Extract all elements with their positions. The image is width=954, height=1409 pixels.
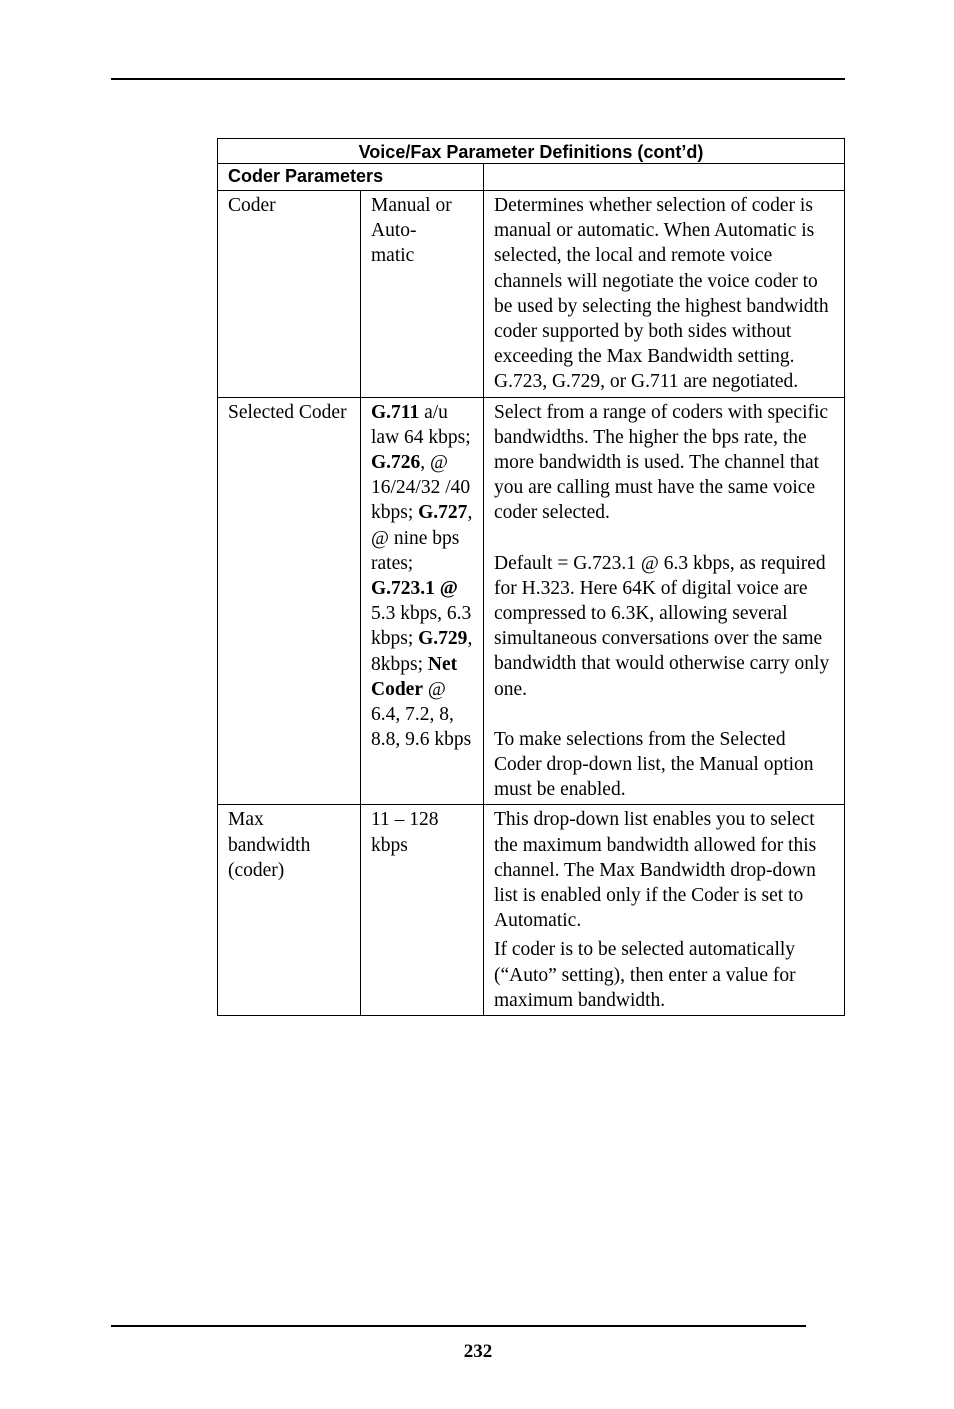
parameter-values — [361, 191, 484, 398]
parameter-description — [484, 397, 845, 805]
coder-name: G.727 — [418, 502, 468, 524]
parameter-description — [484, 805, 845, 1016]
table-row — [218, 805, 845, 1016]
description-paragraph: Select from a range of coders with specific bandwidths. The higher the bps rate, the more bandwidth is used. The channel that you are calling must have the same voice coder selected. — [494, 401, 829, 524]
parameter-values: 11 – 128 kbps — [361, 805, 484, 1016]
coder-detail: , @ 16/24/32 /40 kbps; — [371, 452, 471, 524]
table-title: Voice/Fax Parameter Definitions (cont’d) — [218, 139, 845, 164]
parameter-description — [484, 191, 845, 398]
parameter-name: Coder — [218, 191, 361, 398]
coder-name: G.729 — [418, 628, 468, 650]
coder-detail: 5.3 kbps, 6.3 kbps; — [371, 603, 472, 650]
description-paragraph: This drop-down list enables you to select the maximum bandwidth allowed for this channel. The Max Bandwidth drop-down list is enabled only if the Coder is set to Automatic. — [494, 809, 817, 932]
table-row — [218, 191, 845, 398]
coder-name: G.726 — [371, 452, 421, 474]
parameter-table — [217, 138, 845, 1016]
coder-detail: a/u law 64 kbps; — [371, 401, 471, 448]
table-title-row — [218, 139, 845, 164]
parameter-name: Selected Coder — [218, 397, 361, 805]
value-line: matic — [371, 245, 415, 267]
parameter-name: Max bandwidth (coder) — [218, 805, 361, 1016]
section-heading: Coder Parameters — [218, 164, 484, 191]
coder-detail: , @ nine bps rates; — [371, 502, 473, 574]
description-paragraph: To make selections from the Selected Coder drop-down list, the Manual option must be enabled. — [494, 728, 814, 801]
section-empty-cell — [484, 164, 845, 191]
coder-name: G.723.1 @ — [371, 578, 458, 600]
table-row — [218, 397, 845, 805]
value-line: Auto- — [371, 220, 417, 242]
value-line: Manual or — [371, 195, 452, 216]
coder-name: Net Coder — [371, 653, 458, 700]
coder-detail: @ 6.4, 7.2, 8, 8.8, 9.6 kbps — [371, 678, 472, 751]
coder-detail: , 8kbps; — [371, 628, 473, 675]
coder-name: G.711 — [371, 401, 420, 423]
page-number: 232 — [463, 1341, 493, 1362]
description-paragraph: If coder is to be selected automatically (“Auto” setting), then enter a value for maximum bandwidth. — [494, 939, 796, 1011]
header-rule — [111, 78, 845, 80]
description-paragraph: Determines whether selection of coder is manual or automatic. When Automatic is selected, the local and remote voice channels will negotiate the voice coder to be used by selecting the highest bandwidth coder supported by both sides without exceeding the Max Bandwidth setting. G.723, G.729, or G.711 are negotiated. — [494, 195, 829, 393]
description-paragraph: Default = G.723.1 @ 6.3 kbps, as required for H.323. Here 64K of digital voice are compressed to 6.3K, allowing several simultaneous conversations over the same bandwidth that would otherwise carry only one. — [494, 552, 830, 700]
section-row — [218, 164, 845, 191]
parameter-values — [361, 397, 484, 805]
footer-rule — [111, 1325, 806, 1327]
